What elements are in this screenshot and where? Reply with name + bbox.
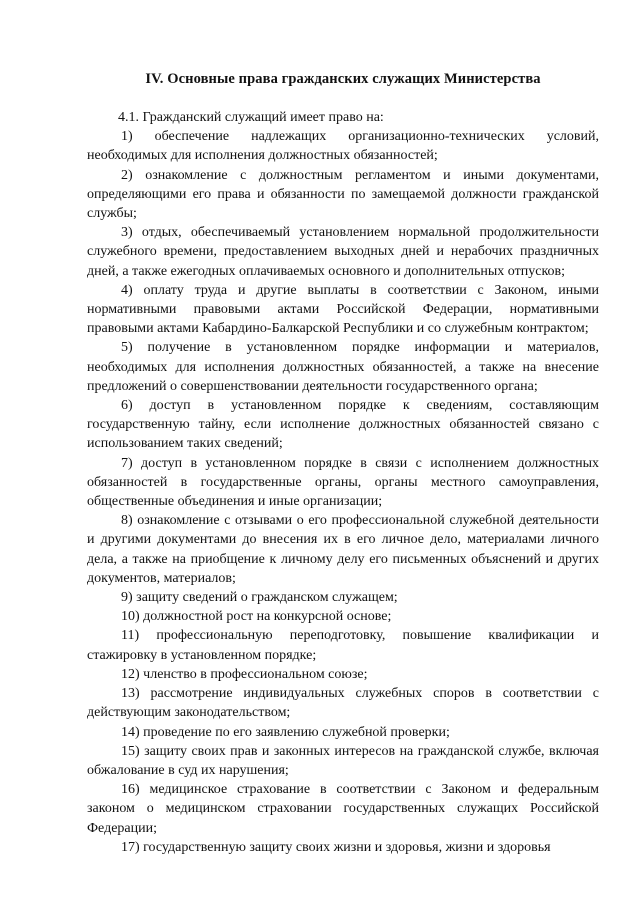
right-item-11: 11) профессиональную переподготовку, повышение квалификации и стажировку в установленном порядке; (87, 628, 599, 663)
right-item-9: 9) защиту сведений о гражданском служащем; (121, 590, 398, 606)
right-item-16: 16) медицинское страхование в соответствии с Законом и федеральным законом о медицинском страховании государственных служащих Российской Федерации; (87, 782, 599, 836)
section-heading: IV. Основные права гражданских служащих Министерства (145, 71, 541, 87)
right-item-15: 15) защиту своих прав и законных интересов на гражданской службе, включая обжалование в суд их нарушения; (87, 743, 599, 778)
document-page (87, 70, 599, 857)
rights-list (87, 127, 599, 857)
intro-paragraph: 4.1. Гражданский служащий имеет право на: (118, 110, 384, 125)
right-item-13: 13) рассмотрение индивидуальных служебных споров в соответствии с действующим законодательством; (87, 686, 599, 721)
right-item-4: 4) оплату труда и другие выплаты в соответствии с Законом, иными нормативными правовыми актами Российской Федерации, нормативными правовыми актами Кабардино-Балкарской Республики и со служебным контрактом; (87, 282, 599, 337)
right-item-8: 8) ознакомление с отзывами о его профессиональной служебной деятельности и другими документами до внесения их в его личное дело, материалами личного дела, а также на приобщение к личному делу его письменных объяснений и других документов, материалов; (87, 513, 599, 586)
right-item-5: 5) получение в установленном порядке информации и материалов, необходимых для исполнения должностных обязанностей, а также на внесение предложений о совершенствовании деятельности государственного органа; (87, 340, 599, 394)
right-item-17: 17) государственную защиту своих жизни и здоровья, жизни и здоровья (121, 839, 551, 855)
right-item-6: 6) доступ в установленном порядке к сведениям, составляющим государственную тайну, если исполнение должностных обязанностей связано с использованием таких сведений; (87, 398, 599, 452)
right-item-14: 14) проведение по его заявлению служебной проверки; (121, 724, 450, 740)
right-item-12: 12) членство в профессиональном союзе; (121, 666, 368, 682)
right-item-3: 3) отдых, обеспечиваемый установлением нормальной продолжительности служебного времени, предоставлением выходных дней и нерабочих праздничных дней, а также ежегодных оплачиваемых основного и дополнительных отпусков; (87, 225, 599, 279)
right-item-10: 10) должностной рост на конкурсной основе; (121, 609, 392, 625)
right-item-2: 2) ознакомление с должностным регламентом и иными документами, определяющими его права и обязанности по замещаемой должности гражданской службы; (87, 167, 599, 222)
right-item-1: 1) обеспечение надлежащих организационно-технических условий, необходимых для исполнения должностных обязанностей; (87, 129, 599, 164)
right-item-7: 7) доступ в установленном порядке в связи с исполнением должностных обязанностей в государственные органы, органы местного самоуправления, общественные объединения и иные организации; (87, 455, 599, 510)
